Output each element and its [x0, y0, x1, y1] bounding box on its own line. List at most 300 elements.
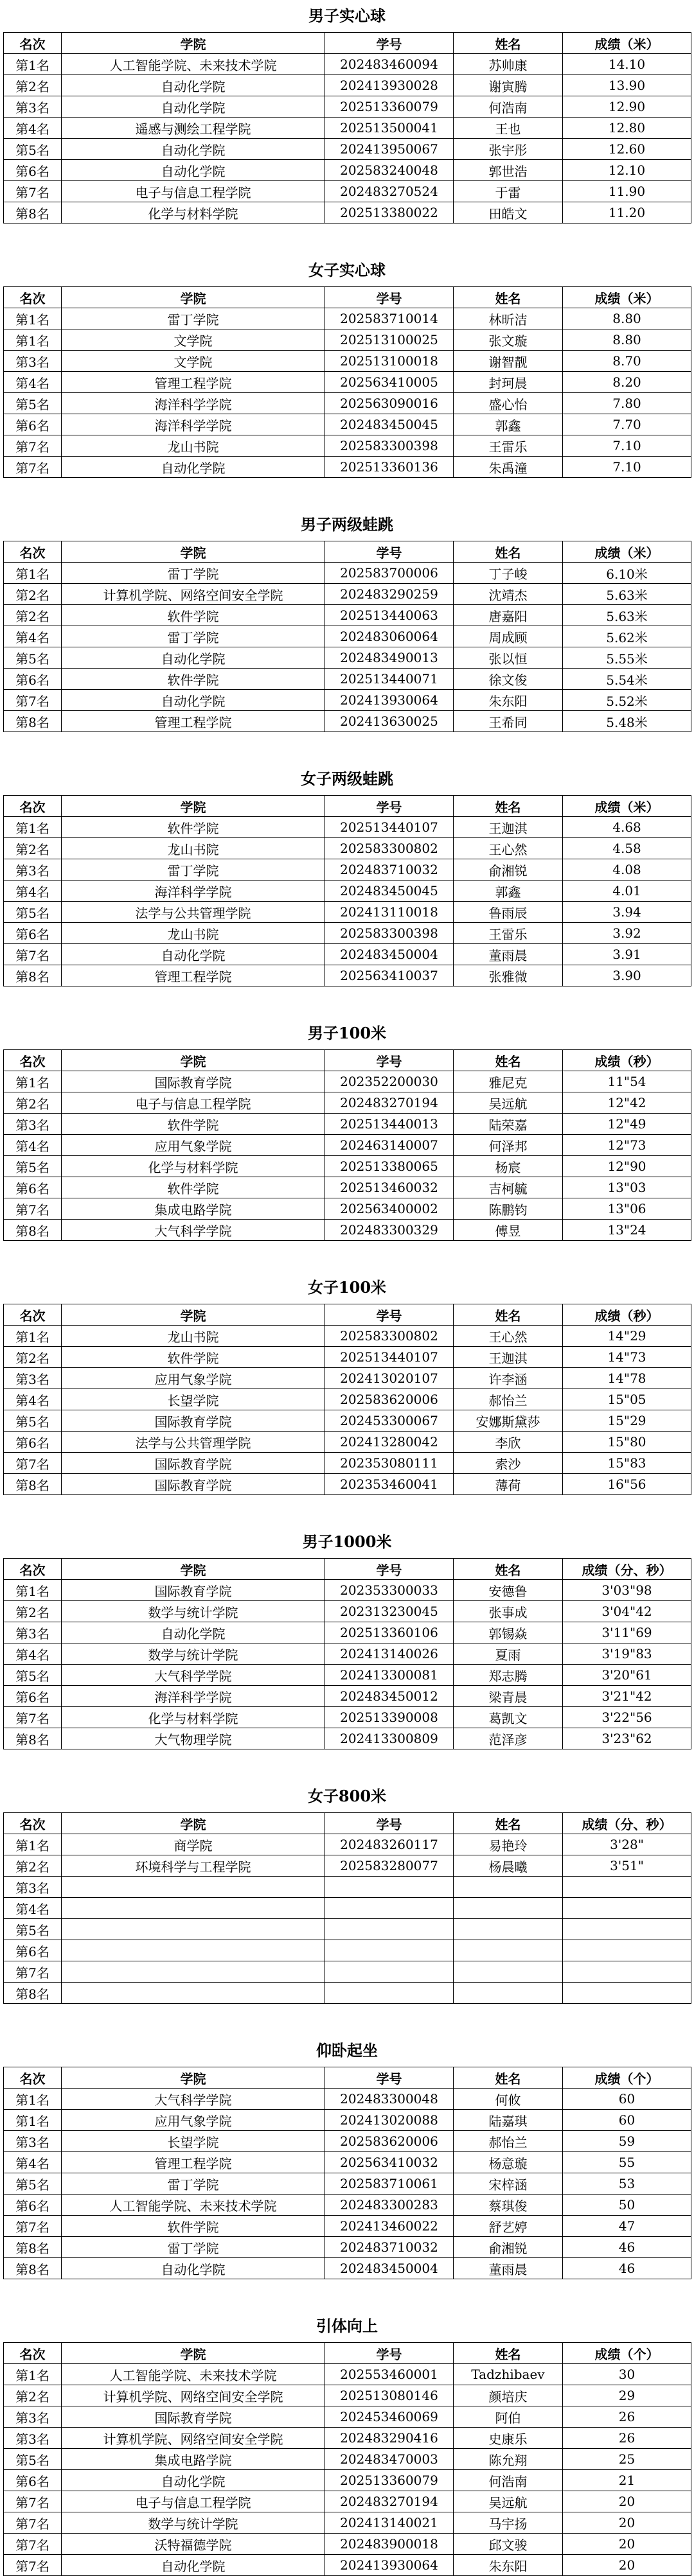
column-header: 成绩（米）	[563, 287, 691, 308]
name-cell: 郝怡兰	[454, 2131, 563, 2152]
name-cell: 唐嘉阳	[454, 605, 563, 626]
rank-cell: 第2名	[4, 1347, 62, 1368]
student-id-cell: 202413630025	[325, 711, 454, 732]
name-cell: 史康乐	[454, 2428, 563, 2449]
table-row	[4, 2110, 691, 2131]
student-id-cell: 202513390008	[325, 1707, 454, 1728]
section-spacer	[0, 986, 694, 1017]
score-cell: 6.10米	[563, 563, 691, 584]
table-row	[4, 202, 691, 223]
name-cell: 许李涵	[454, 1368, 563, 1389]
score-cell: 13"03	[563, 1177, 691, 1198]
score-cell: 55	[563, 2152, 691, 2173]
student-id-cell: 202413300081	[325, 1665, 454, 1686]
college-cell: 海洋科学学院	[62, 393, 325, 414]
score-cell: 46	[563, 2237, 691, 2258]
student-id-cell	[325, 1961, 454, 1983]
rank-cell: 第8名	[4, 202, 62, 223]
table-row	[4, 1686, 691, 1707]
rank-cell: 第4名	[4, 881, 62, 902]
rank-cell: 第1名	[4, 563, 62, 584]
college-cell: 遥感与测绘工程学院	[62, 118, 325, 139]
score-cell: 3'51"	[563, 1855, 691, 1877]
student-id-cell: 202483490013	[325, 647, 454, 669]
column-header: 学院	[62, 287, 325, 308]
column-header: 名次	[4, 1304, 62, 1326]
column-header: 名次	[4, 1559, 62, 1580]
college-cell: 人工智能学院、未来技术学院	[62, 54, 325, 75]
rank-cell: 第1名	[4, 2110, 62, 2131]
score-cell: 29	[563, 2385, 691, 2406]
section-title: 男子1000米	[302, 1532, 392, 1551]
section-title: 引体向上	[316, 2317, 378, 2335]
score-cell: 3.94	[563, 902, 691, 923]
table-row	[4, 2555, 691, 2576]
college-cell: 自动化学院	[62, 457, 325, 478]
table-row	[4, 1347, 691, 1368]
college-cell: 软件学院	[62, 605, 325, 626]
score-cell: 3'23"62	[563, 1728, 691, 1749]
table-row	[4, 2152, 691, 2173]
rank-cell: 第6名	[4, 414, 62, 435]
name-cell: 丁子峻	[454, 563, 563, 584]
college-cell: 电子与信息工程学院	[62, 1092, 325, 1114]
score-cell	[563, 1983, 691, 2004]
section-spacer	[0, 1749, 694, 1780]
student-id-cell: 202413930064	[325, 690, 454, 711]
score-cell: 3'22"56	[563, 1707, 691, 1728]
student-id-cell: 202413140021	[325, 2512, 454, 2534]
college-cell: 国际教育学院	[62, 1453, 325, 1474]
rank-cell: 第8名	[4, 1474, 62, 1495]
score-cell: 60	[563, 2110, 691, 2131]
table-header-row	[4, 2343, 691, 2364]
rank-cell: 第2名	[4, 1601, 62, 1622]
rank-cell: 第6名	[4, 1686, 62, 1707]
student-id-cell: 202583300398	[325, 923, 454, 944]
name-cell: 李欣	[454, 1432, 563, 1453]
student-id-cell: 202313230045	[325, 1601, 454, 1622]
student-id-cell: 202483470003	[325, 2449, 454, 2470]
results-section	[0, 1495, 694, 1749]
student-id-cell: 202563410032	[325, 2152, 454, 2173]
student-id-cell: 202583620006	[325, 1389, 454, 1410]
name-cell	[454, 1961, 563, 1983]
table-row	[4, 902, 691, 923]
student-id-cell: 202583280077	[325, 1855, 454, 1877]
student-id-cell	[325, 1877, 454, 1898]
student-id-cell: 202413300809	[325, 1728, 454, 1749]
name-cell: 俞湘锐	[454, 2237, 563, 2258]
table-row	[4, 944, 691, 965]
college-cell: 化学与材料学院	[62, 202, 325, 223]
college-cell: 环境科学与工程学院	[62, 1855, 325, 1877]
college-cell: 国际教育学院	[62, 1474, 325, 1495]
rank-cell: 第7名	[4, 181, 62, 202]
student-id-cell: 202483450045	[325, 414, 454, 435]
name-cell: 梁青晨	[454, 1686, 563, 1707]
score-cell: 3'04"42	[563, 1601, 691, 1622]
score-cell: 5.55米	[563, 647, 691, 669]
student-id-cell: 202513460032	[325, 1177, 454, 1198]
college-cell: 电子与信息工程学院	[62, 181, 325, 202]
table-row	[4, 2131, 691, 2152]
student-id-cell	[325, 1983, 454, 2004]
name-cell: 盛心怡	[454, 393, 563, 414]
name-cell	[454, 1919, 563, 1940]
rank-cell: 第1名	[4, 1580, 62, 1601]
score-cell: 13.90	[563, 75, 691, 96]
column-header: 学号	[325, 1813, 454, 1834]
name-cell: 索沙	[454, 1453, 563, 1474]
college-cell: 大气科学学院	[62, 1220, 325, 1241]
rank-cell: 第3名	[4, 1877, 62, 1898]
score-cell: 8.80	[563, 329, 691, 351]
table-row	[4, 1092, 691, 1114]
rank-cell: 第6名	[4, 1177, 62, 1198]
score-cell: 3'21"42	[563, 1686, 691, 1707]
name-cell: 谢智靓	[454, 351, 563, 372]
score-cell	[563, 1898, 691, 1919]
college-cell: 管理工程学院	[62, 711, 325, 732]
column-header: 学号	[325, 541, 454, 563]
name-cell: 郭世浩	[454, 160, 563, 181]
name-cell: 何攸	[454, 2089, 563, 2110]
college-cell: 自动化学院	[62, 2470, 325, 2491]
section-title: 女子800米	[307, 1787, 387, 1805]
rank-cell: 第6名	[4, 669, 62, 690]
name-cell: 舒艺婷	[454, 2216, 563, 2237]
college-cell: 大气科学学院	[62, 1665, 325, 1686]
score-cell: 3'03"98	[563, 1580, 691, 1601]
table-row	[4, 139, 691, 160]
column-header: 名次	[4, 796, 62, 817]
rank-cell: 第7名	[4, 1961, 62, 1983]
table-row	[4, 118, 691, 139]
student-id-cell: 202563410005	[325, 372, 454, 393]
rank-cell: 第3名	[4, 2428, 62, 2449]
table-row	[4, 669, 691, 690]
rank-cell: 第3名	[4, 2131, 62, 2152]
rank-cell: 第8名	[4, 1728, 62, 1749]
table-header-row	[4, 1050, 691, 1071]
column-header: 学院	[62, 796, 325, 817]
name-cell: 周成顾	[454, 626, 563, 647]
student-id-cell	[325, 1919, 454, 1940]
score-cell	[563, 1940, 691, 1961]
name-cell: 张文璇	[454, 329, 563, 351]
name-cell: 邱文骏	[454, 2534, 563, 2555]
name-cell: 苏帅康	[454, 54, 563, 75]
column-header: 学号	[325, 796, 454, 817]
column-header: 学院	[62, 33, 325, 54]
college-cell: 数学与统计学院	[62, 1643, 325, 1665]
score-cell: 11.90	[563, 181, 691, 202]
college-cell: 雷丁学院	[62, 2173, 325, 2195]
student-id-cell: 202483270194	[325, 2491, 454, 2512]
results-table	[3, 1304, 691, 1495]
name-cell: 董雨晨	[454, 2258, 563, 2279]
college-cell: 软件学院	[62, 1114, 325, 1135]
score-cell: 3'11"69	[563, 1622, 691, 1643]
student-id-cell: 202483450004	[325, 2258, 454, 2279]
student-id-cell: 202513360106	[325, 1622, 454, 1643]
column-header: 名次	[4, 541, 62, 563]
student-id-cell: 202483710032	[325, 859, 454, 881]
college-cell: 海洋科学学院	[62, 414, 325, 435]
rank-cell: 第3名	[4, 351, 62, 372]
rank-cell: 第8名	[4, 965, 62, 986]
table-row	[4, 1474, 691, 1495]
rank-cell: 第4名	[4, 626, 62, 647]
student-id-cell: 202483900018	[325, 2534, 454, 2555]
results-section	[0, 2279, 694, 2576]
name-cell: 杨晨曦	[454, 1855, 563, 1877]
name-cell	[454, 1898, 563, 1919]
rank-cell: 第7名	[4, 944, 62, 965]
score-cell: 14"29	[563, 1326, 691, 1347]
score-cell: 13"06	[563, 1198, 691, 1220]
table-row	[4, 690, 691, 711]
college-cell: 化学与材料学院	[62, 1707, 325, 1728]
table-row	[4, 1220, 691, 1241]
college-cell: 沃特福德学院	[62, 2534, 325, 2555]
college-cell: 龙山书院	[62, 923, 325, 944]
name-cell: 王也	[454, 118, 563, 139]
table-row	[4, 2173, 691, 2195]
student-id-cell: 202513500041	[325, 118, 454, 139]
student-id-cell: 202453300067	[325, 1410, 454, 1432]
score-cell: 12.90	[563, 96, 691, 118]
rank-cell: 第2名	[4, 75, 62, 96]
column-header: 成绩（米）	[563, 796, 691, 817]
score-cell: 11"54	[563, 1071, 691, 1092]
college-cell: 自动化学院	[62, 2555, 325, 2576]
college-cell: 自动化学院	[62, 75, 325, 96]
student-id-cell: 202513440107	[325, 817, 454, 838]
student-id-cell: 202563410037	[325, 965, 454, 986]
name-cell: 阿伯	[454, 2406, 563, 2428]
column-header: 成绩（秒）	[563, 1304, 691, 1326]
student-id-cell: 202513080146	[325, 2385, 454, 2406]
name-cell: 郝怡兰	[454, 1389, 563, 1410]
table-row	[4, 1326, 691, 1347]
student-id-cell: 202413950067	[325, 139, 454, 160]
results-table	[3, 1812, 691, 2004]
college-cell: 自动化学院	[62, 944, 325, 965]
name-cell: 郭锡焱	[454, 1622, 563, 1643]
column-header: 名次	[4, 1813, 62, 1834]
score-cell: 14"78	[563, 1368, 691, 1389]
table-row	[4, 2385, 691, 2406]
college-cell: 管理工程学院	[62, 965, 325, 986]
table-row	[4, 1580, 691, 1601]
section-title: 男子两级蛙跳	[301, 515, 393, 534]
score-cell	[563, 1961, 691, 1983]
rank-cell: 第1名	[4, 1834, 62, 1855]
table-header-row	[4, 541, 691, 563]
name-cell: 郑志腾	[454, 1665, 563, 1686]
student-id-cell: 202513440107	[325, 1347, 454, 1368]
name-cell: 吴远航	[454, 1092, 563, 1114]
student-id-cell: 202513100018	[325, 351, 454, 372]
score-cell: 7.10	[563, 457, 691, 478]
student-id-cell: 202483060064	[325, 626, 454, 647]
student-id-cell: 202483450012	[325, 1686, 454, 1707]
college-cell: 龙山书院	[62, 838, 325, 859]
rank-cell: 第3名	[4, 96, 62, 118]
college-cell: 自动化学院	[62, 2258, 325, 2279]
section-title: 男子100米	[307, 1024, 387, 1042]
college-cell: 商学院	[62, 1834, 325, 1855]
column-header: 学院	[62, 2343, 325, 2364]
name-cell	[454, 1983, 563, 2004]
table-row	[4, 1622, 691, 1643]
score-cell: 3.92	[563, 923, 691, 944]
college-cell: 人工智能学院、未来技术学院	[62, 2364, 325, 2385]
score-cell: 15"29	[563, 1410, 691, 1432]
college-cell: 雷丁学院	[62, 859, 325, 881]
rank-cell: 第8名	[4, 711, 62, 732]
rank-cell: 第7名	[4, 1453, 62, 1474]
rank-cell: 第4名	[4, 118, 62, 139]
results-table	[3, 32, 691, 223]
table-row	[4, 2089, 691, 2110]
college-cell: 软件学院	[62, 1347, 325, 1368]
score-cell: 12.10	[563, 160, 691, 181]
score-cell: 59	[563, 2131, 691, 2152]
column-header: 成绩（个）	[563, 2067, 691, 2089]
college-cell: 软件学院	[62, 1177, 325, 1198]
student-id-cell: 202483300329	[325, 1220, 454, 1241]
name-cell: 田皓文	[454, 202, 563, 223]
college-cell: 海洋科学学院	[62, 1686, 325, 1707]
college-cell	[62, 1919, 325, 1940]
rank-cell: 第5名	[4, 2173, 62, 2195]
table-row	[4, 1961, 691, 1983]
column-header: 学院	[62, 541, 325, 563]
student-id-cell: 202513360136	[325, 457, 454, 478]
table-row	[4, 2406, 691, 2428]
name-cell: 王雷乐	[454, 923, 563, 944]
column-header: 成绩（米）	[563, 33, 691, 54]
student-id-cell: 202583710014	[325, 308, 454, 329]
name-cell: 陈鹏钧	[454, 1198, 563, 1220]
column-header: 成绩（个）	[563, 2343, 691, 2364]
table-row	[4, 1198, 691, 1220]
score-cell: 20	[563, 2555, 691, 2576]
college-cell: 法学与公共管理学院	[62, 902, 325, 923]
table-row	[4, 1898, 691, 1919]
rank-cell: 第3名	[4, 2406, 62, 2428]
name-cell: 葛凯文	[454, 1707, 563, 1728]
name-cell	[454, 1940, 563, 1961]
student-id-cell: 202483290416	[325, 2428, 454, 2449]
score-cell: 3'28"	[563, 1834, 691, 1855]
table-row	[4, 75, 691, 96]
student-id-cell: 202413460022	[325, 2216, 454, 2237]
results-table	[3, 1049, 691, 1241]
name-cell: 陆嘉琪	[454, 2110, 563, 2131]
section-title: 仰卧起坐	[316, 2041, 378, 2060]
name-cell: 林昕洁	[454, 308, 563, 329]
college-cell: 雷丁学院	[62, 2237, 325, 2258]
score-cell: 20	[563, 2534, 691, 2555]
table-row	[4, 2491, 691, 2512]
college-cell: 应用气象学院	[62, 1135, 325, 1156]
rank-cell: 第7名	[4, 690, 62, 711]
name-cell: 宋梓涵	[454, 2173, 563, 2195]
student-id-cell: 202513360079	[325, 2470, 454, 2491]
college-cell	[62, 1877, 325, 1898]
table-row	[4, 2470, 691, 2491]
table-row	[4, 351, 691, 372]
score-cell: 25	[563, 2449, 691, 2470]
name-cell: 谢寅腾	[454, 75, 563, 96]
college-cell	[62, 1898, 325, 1919]
name-cell: 王迦淇	[454, 1347, 563, 1368]
table-row	[4, 817, 691, 838]
name-cell: 颜培庆	[454, 2385, 563, 2406]
table-row	[4, 2237, 691, 2258]
rank-cell: 第1名	[4, 329, 62, 351]
college-cell: 大气科学学院	[62, 2089, 325, 2110]
name-cell	[454, 1877, 563, 1898]
student-id-cell: 202583700006	[325, 563, 454, 584]
college-cell: 数学与统计学院	[62, 2512, 325, 2534]
college-cell: 计算机学院、网络空间安全学院	[62, 584, 325, 605]
college-cell: 国际教育学院	[62, 1580, 325, 1601]
score-cell: 11.20	[563, 202, 691, 223]
table-row	[4, 457, 691, 478]
column-header: 姓名	[454, 287, 563, 308]
college-cell: 雷丁学院	[62, 626, 325, 647]
student-id-cell: 202583300802	[325, 1326, 454, 1347]
name-cell: 吉柯毓	[454, 1177, 563, 1198]
table-row	[4, 2449, 691, 2470]
column-header: 成绩（分、秒）	[563, 1813, 691, 1834]
college-cell: 软件学院	[62, 817, 325, 838]
student-id-cell: 202513100025	[325, 329, 454, 351]
college-cell: 龙山书院	[62, 435, 325, 457]
student-id-cell: 202513380022	[325, 202, 454, 223]
rank-cell: 第2名	[4, 584, 62, 605]
column-header: 成绩（分、秒）	[563, 1559, 691, 1580]
score-cell: 5.63米	[563, 605, 691, 626]
score-cell: 30	[563, 2364, 691, 2385]
score-cell: 12.80	[563, 118, 691, 139]
score-cell: 12"49	[563, 1114, 691, 1135]
college-cell: 文学院	[62, 329, 325, 351]
college-cell: 应用气象学院	[62, 1368, 325, 1389]
college-cell: 集成电路学院	[62, 1198, 325, 1220]
table-row	[4, 1368, 691, 1389]
score-cell: 12"73	[563, 1135, 691, 1156]
score-cell: 8.20	[563, 372, 691, 393]
student-id-cell	[325, 1898, 454, 1919]
column-header: 姓名	[454, 1813, 563, 1834]
column-header: 名次	[4, 2067, 62, 2089]
rank-cell: 第7名	[4, 2216, 62, 2237]
table-row	[4, 1940, 691, 1961]
college-cell: 电子与信息工程学院	[62, 2491, 325, 2512]
rank-cell: 第8名	[4, 2237, 62, 2258]
table-row	[4, 181, 691, 202]
college-cell: 数学与统计学院	[62, 1601, 325, 1622]
score-cell: 7.10	[563, 435, 691, 457]
rank-cell: 第1名	[4, 817, 62, 838]
table-row	[4, 605, 691, 626]
